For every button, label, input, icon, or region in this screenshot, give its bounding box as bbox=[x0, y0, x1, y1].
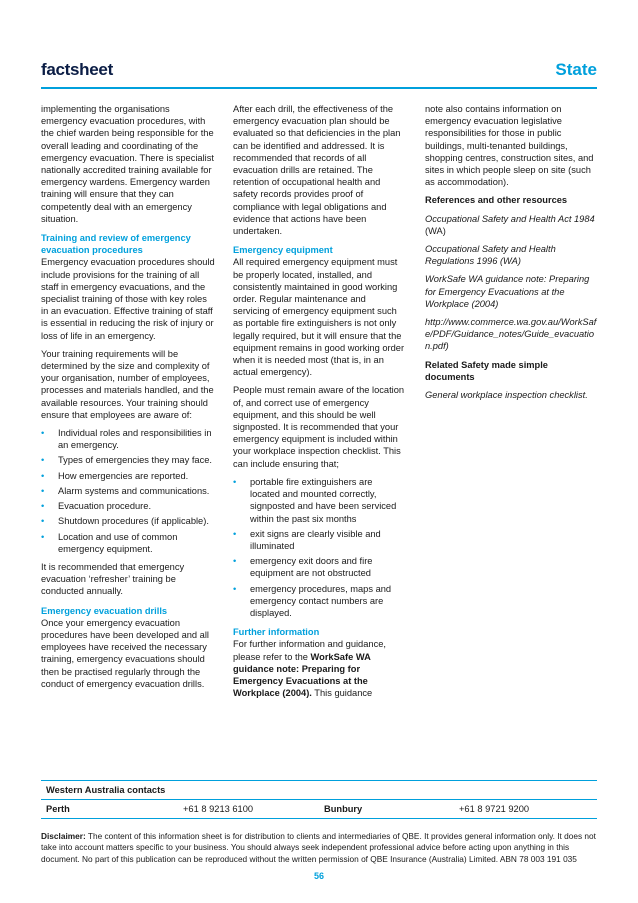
paragraph: Emergency evacuation procedures should include provisions for the training of all staff in emergency evacuations, and the specialist training of those with key roles in an evacuation. Effective training of staff is essential in reducing the risk of injury or loss of life in an emergency. bbox=[41, 257, 215, 341]
list-item: • exit signs are clearly visible and illuminated bbox=[233, 528, 381, 551]
bullet-icon: • bbox=[41, 455, 45, 466]
paragraph: It is recommended that emergency evacuation ‘refresher’ training be conducted annually. bbox=[41, 561, 185, 597]
bullet-icon: • bbox=[41, 501, 45, 512]
section-heading: Training and review of emergency evacuation procedures bbox=[41, 233, 191, 256]
contacts-title: Western Australia contacts bbox=[46, 785, 166, 795]
contacts-row bbox=[41, 799, 597, 819]
list-item: • Evacuation procedure. bbox=[41, 501, 152, 512]
list-item: • Individual roles and responsibilities in an emergency. bbox=[41, 428, 212, 451]
contact-phone: +61 8 9721 9200 bbox=[459, 804, 530, 814]
list-item: • portable fire extinguishers are located and mounted correctly, signposted and have been serviced within the past six months bbox=[233, 476, 397, 524]
section-heading: References and other resources bbox=[425, 195, 568, 206]
paragraph: After each drill, the effectiveness of the emergency evacuation plan should be evaluated so that deficiencies in the plan can be identified and addressed. It is recommended that records of all evacuation drills are retained. The retention of occupational health and safety records provides proof of compliance with legal obligations and evidence that actions have been undertaken. bbox=[233, 104, 401, 237]
paragraph: Once your emergency evacuation procedures have been developed and all employees have received the necessary training, emergency evacuations should then be practised regularly through the conduct of emergency evacuation drills. bbox=[41, 617, 209, 689]
reference-item: Occupational Safety and Health Act 1984 (WA) bbox=[425, 213, 595, 236]
section-heading: Emergency evacuation drills bbox=[41, 605, 168, 616]
header-divider bbox=[41, 87, 597, 89]
list-item: • Alarm systems and communications. bbox=[41, 485, 210, 496]
list-item: • How emergencies are reported. bbox=[41, 470, 189, 481]
paragraph: note also contains information on emergency evacuation legislative responsibilities for those in public buildings, multi-tenanted buildings, shopping centres, construction sites, and sites in which people sleep on site (such as accommodation). bbox=[425, 104, 594, 188]
page-number: 56 bbox=[313, 871, 324, 881]
paragraph: For further information and guidance, please refer to the WorkSafe WA guidance note: Preparing for Emergency Evacuations at the Workplace (2004). This guidance bbox=[233, 639, 386, 699]
paragraph: All required emergency equipment must be properly located, installed, and consistently maintained in good working order. Regular maintenance and servicing of emergency equipment such as portable fire extinguishers is not only legally required, but it will ensure that the equipment remains in good working order when it is needed most (that is, in an actual emergency). bbox=[233, 257, 405, 378]
section-heading: Related Safety made simple documents bbox=[425, 359, 548, 382]
paragraph: Your training requirements will be determined by the size and complexity of your organisation, number of employees, processes and materials handled, and the available resources. Your training should ensure that employees are aware of: bbox=[41, 348, 214, 420]
bullet-icon: • bbox=[41, 516, 45, 527]
bullet-icon: • bbox=[41, 485, 45, 496]
list-item: • Location and use of common emergency equipment. bbox=[41, 531, 178, 554]
reference-link[interactable]: http://www.commerce.wa.gov.au/WorkSafe/PDF/Guidance_notes/Guide_evacuation.pdf) bbox=[425, 317, 597, 352]
list-item: • Types of emergencies they may face. bbox=[41, 455, 212, 466]
contact-city: Perth bbox=[46, 804, 70, 814]
disclaimer-label: Disclaimer: bbox=[41, 831, 86, 841]
bullet-icon: • bbox=[233, 583, 237, 594]
bullet-list bbox=[41, 427, 216, 555]
contacts-table bbox=[41, 780, 597, 819]
reference-item: Occupational Safety and Health Regulations 1996 (WA) bbox=[425, 244, 556, 267]
bullet-list bbox=[233, 476, 405, 619]
disclaimer-text: The content of this information sheet is for distribution to clients and intermediaries of QBE. It provides general information only. It does not take into account matters specific to your business. You should always seek independent professional advice before acting upon anything in this document. No part of this publication can be reproduced without the written permission of QBE Insurance (Australia) Limited. ABN 78 003 191 035 bbox=[41, 831, 596, 864]
doc-type-label: factsheet bbox=[41, 60, 113, 79]
bullet-icon: • bbox=[233, 556, 237, 567]
section-heading: Emergency equipment bbox=[233, 245, 333, 256]
list-item: • emergency exit doors and fire equipment are not obstructed bbox=[233, 556, 373, 579]
bullet-icon: • bbox=[41, 531, 45, 542]
bullet-icon: • bbox=[233, 528, 237, 539]
bullet-icon: • bbox=[41, 428, 45, 439]
section-heading: Further information bbox=[233, 627, 320, 638]
column-1 bbox=[41, 103, 216, 696]
contact-phone: +61 8 9213 6100 bbox=[183, 804, 254, 814]
bullet-icon: • bbox=[233, 476, 237, 487]
guidance-note-reference: WorkSafe WA guidance note: Preparing for Emergency Evacuations at the Workplace (2004). bbox=[233, 651, 371, 699]
list-item: • emergency procedures, maps and emergency contact numbers are displayed. bbox=[233, 583, 392, 618]
state-label: State bbox=[555, 60, 597, 79]
disclaimer bbox=[41, 831, 597, 865]
paragraph: People must remain aware of the location of, and correct use of emergency equipment, and this should be well signposted. It is recommended that your emergency equipment is included within your workplace inspection checklist. This can include ensuring that; bbox=[233, 385, 405, 469]
related-document: General workplace inspection checklist. bbox=[425, 390, 588, 401]
bullet-icon: • bbox=[41, 470, 45, 481]
paragraph: implementing the organisations emergency evacuation procedures, with the chief warden being responsible for the overall leading and coordinating of the emergency evacuation. There is specialist nationally accredited training available for emergency wardens. Emergency warden training will ensure that they can competently deal with an emergency situation. bbox=[41, 104, 214, 224]
reference-item: WorkSafe WA guidance note: Preparing for Emergency Evacuations at the Workplace (2004) bbox=[425, 274, 590, 309]
contact-city: Bunbury bbox=[324, 804, 363, 814]
column-2 bbox=[233, 103, 405, 705]
column-3 bbox=[425, 103, 597, 407]
list-item: • Shutdown procedures (if applicable). bbox=[41, 516, 209, 527]
page-header bbox=[41, 60, 597, 84]
